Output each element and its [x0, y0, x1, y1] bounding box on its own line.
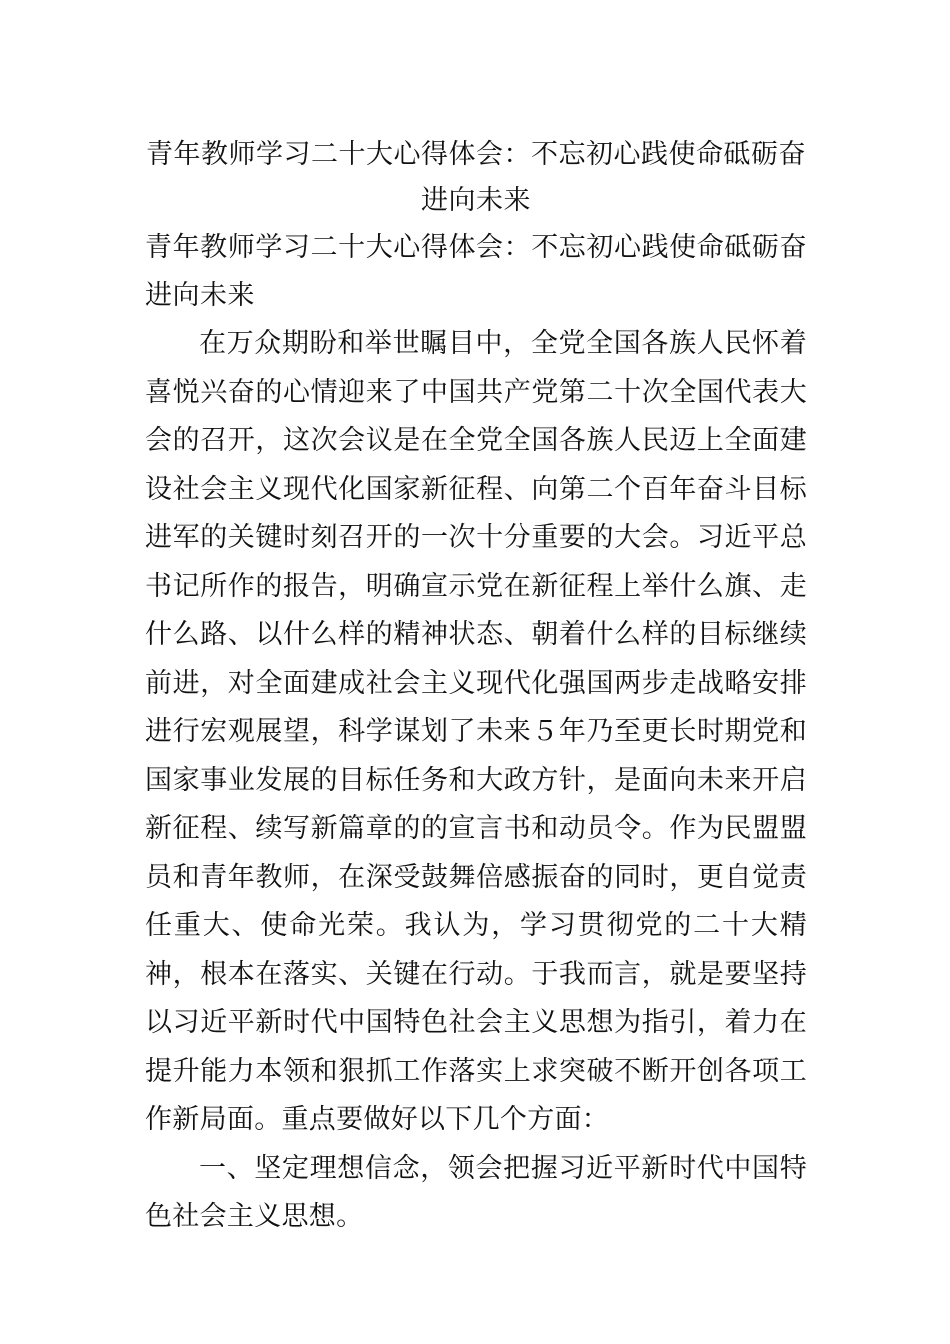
document-title: 青年教师学习二十大心得体会：不忘初心践使命砥砺奋进向未来	[146, 139, 806, 216]
document-subtitle: 青年教师学习二十大心得体会：不忘初心践使命砥砺奋进向未来	[145, 232, 807, 311]
body-paragraph: 在万众期盼和举世瞩目中，全党全国各族人民怀着喜悦兴奋的心情迎来了中国共产党第二十次全国代表大会的召开，这次会议是在全党全国各族人民迈上全面建设社会主义现代化国家新征程、向第二个百年奋斗目标进军的关键时刻召开的一次十分重要的大会。习近平总书记所作的报告，明确宣示党在新征程上举什么旗、走什么路、以什么样的精神状态、朝着什么样的目标继续前进，对全面建成社会主义现代化强国两步走战略安排进行宏观展望，科学谋划了未来５年乃至更长时期党和国家事业发展的目标任务和大政方针，是面向未来开启新征程、续写新篇章的的宣言书和动员令。作为民盟盟员和青年教师，在深受鼓舞倍感振奋的同时，更自觉责任重大、使命光荣。我认为，学习贯彻党的二十大精神，根本在落实、关键在行动。于我而言，就是要坚持以习近平新时代中国特色社会主义思想为指引，着力在提升能力本领和狠抓工作落实上求突破不断开创各项工作新局面。重点要做好以下几个方面：	[145, 328, 807, 1135]
document-page	[145, 132, 807, 1242]
section-heading-paragraph: 一、坚定理想信念，领会把握习近平新时代中国特色社会主义思想。	[145, 1152, 807, 1232]
